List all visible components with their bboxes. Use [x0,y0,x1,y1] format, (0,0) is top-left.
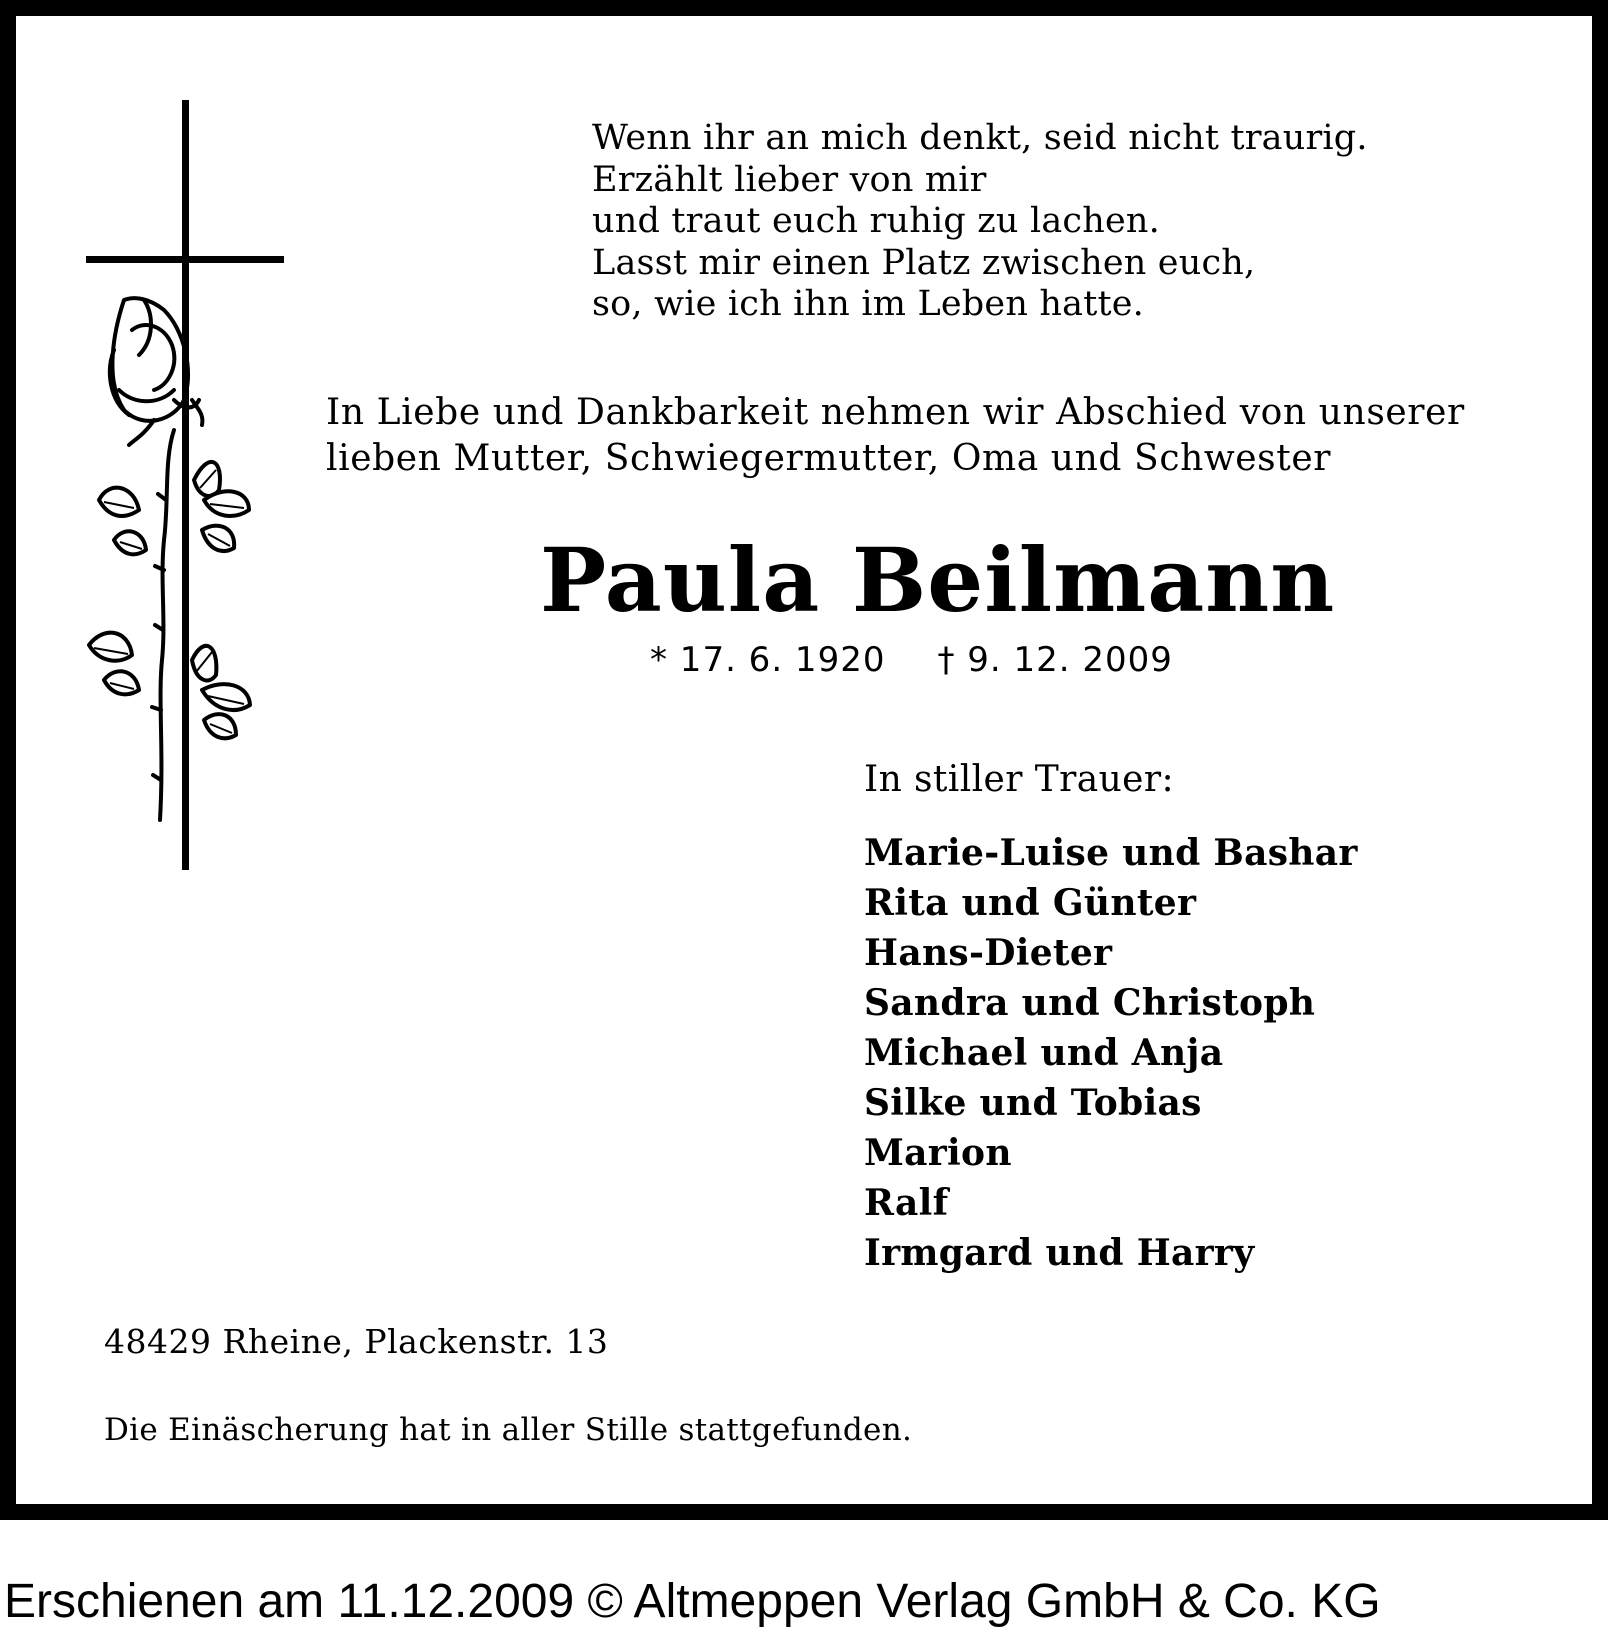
mourner-name: Marie-Luise und Bashar [864,832,1358,874]
mourning-heading: In stiller Trauer: [864,759,1175,800]
mourner-name: Rita und Günter [864,882,1197,924]
poem-line: Wenn ihr an mich denkt, seid nicht traurig. [592,118,1368,158]
mourners-list [864,828,1358,1278]
poem [592,118,1368,326]
poem-line: Erzählt lieber von mir [592,159,987,200]
publication-footer: Erschienen am 11.12.2009 © Altmeppen Verlag GmbH & Co. KG [4,1575,1381,1628]
mourner-name: Ralf [864,1182,949,1224]
life-dates [650,640,1173,680]
death-date: † 9. 12. 2009 [937,640,1173,680]
family-address: 48429 Rheine, Plackenstr. 13 [104,1322,609,1361]
mourner-name: Sandra und Christoph [864,982,1316,1024]
poem-line: Lasst mir einen Platz zwischen euch, [592,242,1256,283]
poem-line: und traut euch ruhig zu lachen. [592,201,1160,241]
intro-line: In Liebe und Dankbarkeit nehmen wir Abschied von unserer [326,392,1465,433]
mourner-name: Irmgard und Harry [864,1232,1255,1274]
birth-date: * 17. 6. 1920 [650,640,886,680]
mourner-name: Hans-Dieter [864,932,1113,974]
mourner-name: Michael und Anja [864,1032,1224,1074]
mourner-name: Marion [864,1132,1012,1174]
intro-line: lieben Mutter, Schwiegermutter, Oma und Schwester [326,438,1332,479]
cremation-note: Die Einäscherung hat in aller Stille stattgefunden. [104,1412,913,1448]
farewell-intro [326,390,1465,482]
mourner-name: Silke und Tobias [864,1082,1202,1124]
deceased-name: Paula Beilmann [540,528,1336,632]
cross-with-rose-icon [84,100,284,870]
poem-line: so, wie ich ihn im Leben hatte. [592,284,1144,324]
